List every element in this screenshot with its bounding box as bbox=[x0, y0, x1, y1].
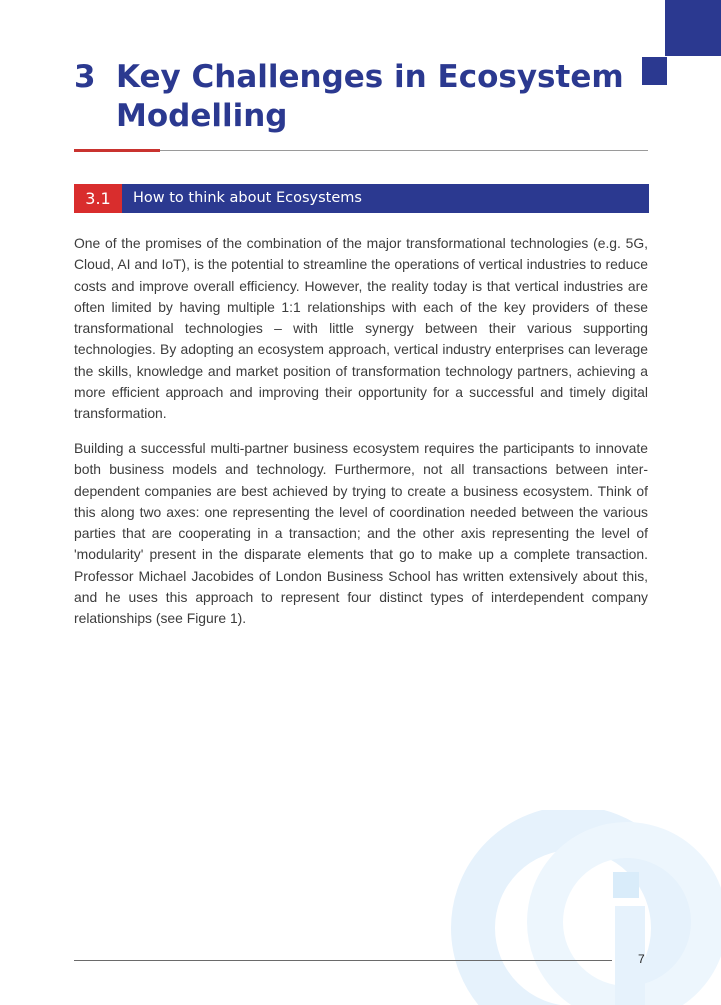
body-paragraph-1: One of the promises of the combination of the major transformational technologies (e.g. 5G, Cloud, AI and IoT), is the potential to streamline the operations of vertical industries to reduce costs and improve overall efficiency. However, the reality today is that vertical industries are often limited by having multiple 1:1 relationships with each of the key providers of these transformational technologies – with little synergy between their various supporting technologies. By adopting an ecosystem approach, vertical industry enterprises can leverage the skills, knowledge and market position of transformation technology partners, achieving a more efficient approach and improving their opportunity for a successful and timely digital transformation. bbox=[74, 235, 648, 422]
corner-decoration-large bbox=[665, 0, 721, 56]
heading-divider-accent bbox=[74, 149, 160, 152]
body-paragraph-2: Building a successful multi-partner business ecosystem requires the participants to innovate both business models and technology. Furthermore, not all transactions between inter-dependent companies are best achieved by trying to create a business ecosystem. Think of this along two axes: one representing the level of coordination needed between the various parties that are cooperating in a transaction; and the other axis representing the level of 'modularity' present in the disparate elements that go to make up a complete transaction. Professor Michael Jacobides of London Business School has written extensively about this, and he uses this approach to represent four distinct types of interdependent company relationships (see Figure 1). bbox=[74, 440, 648, 627]
page-number: 7 bbox=[638, 952, 645, 966]
chapter-number: 3 bbox=[74, 59, 96, 95]
section-heading-bar bbox=[74, 184, 649, 213]
section-number: 3.1 bbox=[74, 184, 122, 213]
chapter-title: Key Challenges in Ecosystem Modelling bbox=[116, 59, 624, 134]
section-title: How to think about Ecosystems bbox=[133, 190, 362, 206]
heading-divider bbox=[74, 150, 648, 151]
corner-decoration-small bbox=[642, 57, 667, 85]
footer-divider bbox=[74, 960, 612, 961]
watermark-logo bbox=[445, 810, 721, 1005]
